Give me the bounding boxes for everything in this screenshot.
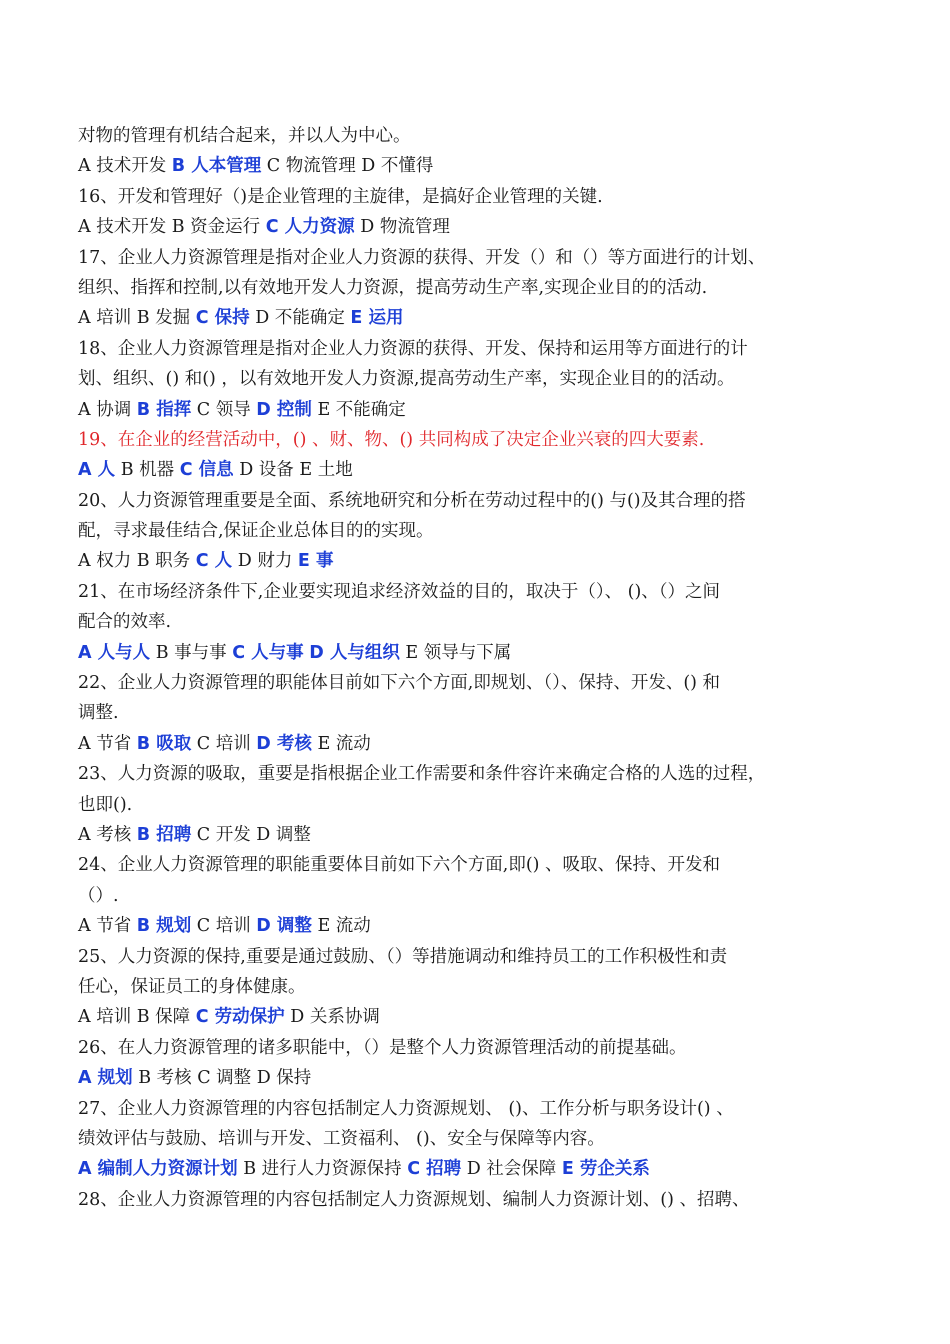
text-line bbox=[78, 790, 838, 820]
body-text: E 流动 bbox=[311, 916, 371, 937]
text-line bbox=[78, 151, 838, 181]
body-text: D 财力 bbox=[232, 551, 298, 572]
body-text: C 领导 bbox=[191, 399, 257, 420]
body-text: A 节省 bbox=[78, 733, 137, 754]
answer-text: B 吸取 bbox=[136, 733, 192, 754]
body-text: B 进行人力资源保持 bbox=[237, 1159, 408, 1180]
answer-text: C 劳动保护 bbox=[195, 1007, 285, 1028]
body-text: A 考核 bbox=[78, 824, 137, 845]
body-text: 23、人力资源的吸取，重要是指根据企业工作需要和条件容许来确定合格的人选的过程， bbox=[78, 764, 766, 785]
body-text: D 设备 E 土地 bbox=[233, 460, 353, 481]
body-text: B 机器 bbox=[115, 460, 180, 481]
body-text: （）. bbox=[78, 885, 119, 906]
body-text: A 培训 B 保障 bbox=[78, 1007, 196, 1028]
answer-text: A 人 bbox=[78, 460, 116, 481]
text-line bbox=[78, 273, 838, 303]
document-page bbox=[78, 121, 838, 1215]
text-line bbox=[78, 546, 838, 576]
answer-text: B 招聘 bbox=[136, 824, 192, 845]
text-line bbox=[78, 334, 838, 364]
answer-text: A 编制人力资源计划 bbox=[78, 1159, 238, 1180]
text-line bbox=[78, 850, 838, 880]
answer-text: C 信息 bbox=[179, 460, 234, 481]
body-text: 17、企业人力资源管理是指对企业人力资源的获得、开发（）和（）等方面进行的计划、 bbox=[78, 247, 766, 268]
body-text: E 领导与下属 bbox=[399, 642, 512, 663]
body-text: 16、开发和管理好（)是企业管理的主旋律，是搞好企业管理的关键. bbox=[78, 186, 603, 207]
answer-text: B 人本管理 bbox=[171, 156, 262, 177]
answer-text: A 规划 bbox=[78, 1068, 133, 1089]
text-line bbox=[78, 759, 838, 789]
answer-text: C 人力资源 bbox=[265, 217, 355, 238]
body-text: 配，寻求最佳结合,保证企业总体目的的实现。 bbox=[78, 521, 434, 542]
body-text: 26、在人力资源管理的诸多职能中，（）是整个人力资源管理活动的前提基础。 bbox=[78, 1037, 687, 1058]
body-text: C 物流管理 D 不懂得 bbox=[261, 156, 434, 177]
text-line bbox=[78, 1124, 838, 1154]
text-line bbox=[78, 698, 838, 728]
text-line bbox=[78, 638, 838, 668]
body-text: 组织、指挥和控制,以有效地开发人力资源，提高劳动生产率,实现企业目的的活动. bbox=[78, 277, 708, 298]
body-text: B 考核 C 调整 D 保持 bbox=[132, 1068, 312, 1089]
answer-text: C 招聘 bbox=[407, 1159, 462, 1180]
body-text: 划、组织、() 和() ，以有效地开发人力资源,提高劳动生产率，实现企业目的的活动。 bbox=[78, 369, 735, 390]
body-text: 24、企业人力资源管理的职能重要体目前如下六个方面,即() 、吸取、保持、开发和 bbox=[78, 855, 721, 876]
text-line bbox=[78, 395, 838, 425]
text-line bbox=[78, 516, 838, 546]
answer-text: C 人 bbox=[195, 551, 233, 572]
text-line bbox=[78, 455, 838, 485]
body-text: B 事与事 bbox=[150, 642, 233, 663]
answer-text: A 人与人 bbox=[78, 642, 151, 663]
body-text: 22、企业人力资源管理的职能体目前如下六个方面,即规划、（）、保持、开发、() 和 bbox=[78, 673, 721, 694]
answer-text: D 控制 bbox=[256, 399, 312, 420]
text-line bbox=[78, 303, 838, 333]
text-line bbox=[78, 577, 838, 607]
text-line bbox=[78, 911, 838, 941]
body-text: A 培训 B 发掘 bbox=[78, 308, 196, 329]
body-text: D 关系协调 bbox=[284, 1007, 380, 1028]
text-line bbox=[78, 942, 838, 972]
answer-text: D 考核 bbox=[256, 733, 312, 754]
body-text: 21、在市场经济条件下,企业要实现追求经济效益的目的，取决于（）、 ()、（）之间 bbox=[78, 581, 721, 602]
answer-text: B 规划 bbox=[136, 916, 192, 937]
highlighted-question-text: 19、在企业的经营活动中，() 、财、物、() 共同构成了决定企业兴衰的四大要素. bbox=[78, 429, 705, 450]
answer-text: E 劳企关系 bbox=[561, 1159, 650, 1180]
answer-text: E 事 bbox=[297, 551, 334, 572]
text-line bbox=[78, 1033, 838, 1063]
text-line bbox=[78, 820, 838, 850]
text-line bbox=[78, 1002, 838, 1032]
body-text: 绩效评估与鼓励、培训与开发、工资福利、 ()、安全与保障等内容。 bbox=[78, 1128, 605, 1149]
text-line bbox=[78, 212, 838, 242]
body-text: 18、企业人力资源管理是指对企业人力资源的获得、开发、保持和运用等方面进行的计 bbox=[78, 338, 748, 359]
answer-text: D 调整 bbox=[256, 916, 312, 937]
text-line bbox=[78, 607, 838, 637]
text-line bbox=[78, 486, 838, 516]
text-line bbox=[78, 1154, 838, 1184]
answer-text: D 人与组织 bbox=[309, 642, 400, 663]
text-line bbox=[78, 1094, 838, 1124]
body-text: C 开发 D 调整 bbox=[191, 824, 311, 845]
body-text: E 流动 bbox=[311, 733, 371, 754]
answer-text: E 运用 bbox=[350, 308, 404, 329]
body-text: 也即(). bbox=[78, 794, 133, 815]
body-text: D 社会保障 bbox=[461, 1159, 562, 1180]
body-text: 28、企业人力资源管理的内容包括制定人力资源规划、编制人力资源计划、() 、招聘、 bbox=[78, 1189, 750, 1210]
body-text: 对物的管理有机结合起来，并以人为中心。 bbox=[78, 126, 411, 146]
body-text: 配合的效率. bbox=[78, 612, 172, 633]
answer-text: C 人与事 bbox=[232, 642, 304, 663]
text-line bbox=[78, 1063, 838, 1093]
text-line bbox=[78, 121, 838, 151]
answer-text: C 保持 bbox=[195, 308, 250, 329]
body-text: D 物流管理 bbox=[354, 217, 450, 238]
body-text: 调整. bbox=[78, 703, 119, 724]
text-line bbox=[78, 729, 838, 759]
body-text: A 技术开发 bbox=[78, 156, 172, 177]
text-line bbox=[78, 668, 838, 698]
body-text: 任心，保证员工的身体健康。 bbox=[78, 976, 306, 997]
body-text: C 培训 bbox=[191, 916, 257, 937]
body-text: 25、人力资源的保持,重要是通过鼓励、（）等措施调动和维持员工的工作积极性和责 bbox=[78, 946, 728, 967]
body-text: A 节省 bbox=[78, 916, 137, 937]
body-text: 20、人力资源管理重要是全面、系统地研究和分析在劳动过程中的() 与()及其合理的搭 bbox=[78, 490, 746, 511]
body-text: D 不能确定 bbox=[249, 308, 351, 329]
text-line bbox=[78, 364, 838, 394]
text-line bbox=[78, 972, 838, 1002]
body-text: A 协调 bbox=[78, 399, 137, 420]
body-text: A 技术开发 B 资金运行 bbox=[78, 217, 266, 238]
text-line bbox=[78, 1185, 838, 1215]
text-line bbox=[78, 243, 838, 273]
body-text: A 权力 B 职务 bbox=[78, 551, 196, 572]
body-text: 27、企业人力资源管理的内容包括制定人力资源规划、 ()、工作分析与职务设计() 、 bbox=[78, 1098, 734, 1119]
text-line bbox=[78, 881, 838, 911]
body-text: E 不能确定 bbox=[311, 399, 406, 420]
text-line bbox=[78, 425, 838, 455]
answer-text: B 指挥 bbox=[136, 399, 192, 420]
text-line bbox=[78, 182, 838, 212]
body-text: C 培训 bbox=[191, 733, 257, 754]
